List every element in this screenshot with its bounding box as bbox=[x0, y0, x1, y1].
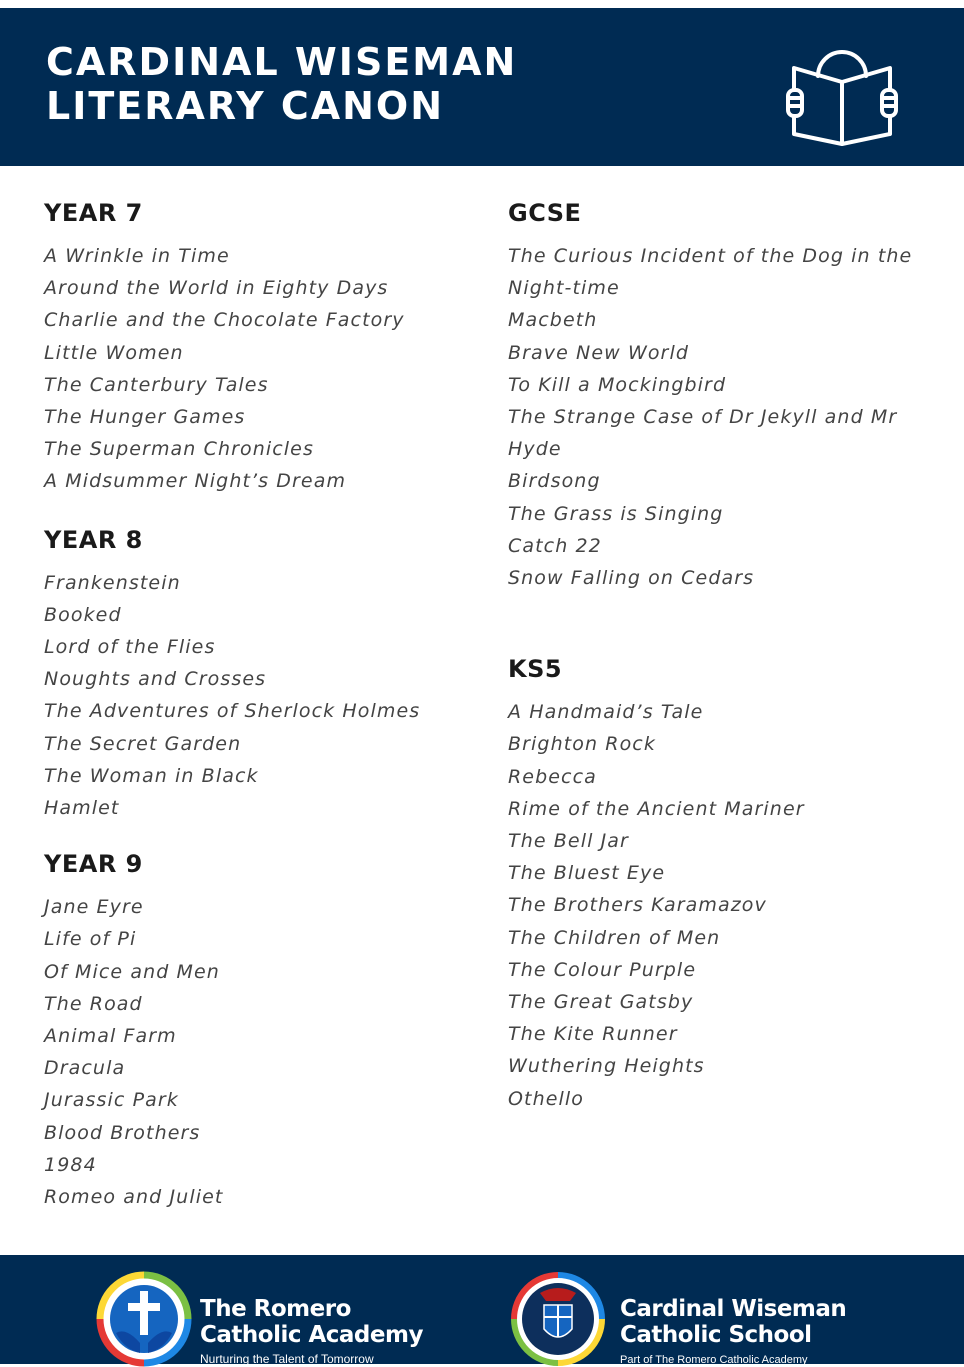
list-item: The Canterbury Tales bbox=[44, 373, 269, 396]
list-item: Rebecca bbox=[508, 765, 597, 788]
spacer bbox=[44, 498, 464, 523]
book-list-year7 bbox=[44, 240, 464, 498]
list-item: Jurassic Park bbox=[44, 1089, 179, 1112]
list-item: Around the World in Eighty Days bbox=[44, 277, 389, 300]
list-item: Wuthering Heights bbox=[508, 1055, 705, 1078]
list-item: The Great Gatsby bbox=[508, 991, 694, 1014]
list-item: The Brothers Karamazov bbox=[508, 894, 767, 917]
list-item: The Bell Jar bbox=[508, 830, 629, 853]
list-item: The Road bbox=[44, 992, 143, 1015]
page-title: CARDINAL WISEMAN LITERARY CANON bbox=[46, 40, 518, 128]
open-book-reader-icon bbox=[786, 38, 898, 148]
romero-academy-logo bbox=[96, 1271, 192, 1367]
section-title-year7: YEAR 7 bbox=[44, 199, 143, 227]
list-item: The Colour Purple bbox=[508, 958, 697, 981]
list-item: Brave New World bbox=[508, 341, 690, 364]
section-title-year8: YEAR 8 bbox=[44, 525, 143, 554]
spacer bbox=[508, 594, 948, 652]
list-item: The Children of Men bbox=[508, 926, 721, 949]
book-list-ks5 bbox=[508, 696, 948, 1115]
list-item: Noughts and Crosses bbox=[44, 668, 267, 691]
section-title-gcse: GCSE bbox=[508, 199, 582, 227]
list-item: The Grass is Singing bbox=[508, 502, 724, 525]
list-item: Life of Pi bbox=[44, 928, 137, 951]
list-item: The Adventures of Sherlock Holmes bbox=[44, 700, 421, 723]
list-item: A Wrinkle in Time bbox=[44, 245, 230, 267]
list-item: The Curious Incident of the Dog in the Night-time bbox=[508, 245, 913, 300]
list-item: The Woman in Black bbox=[44, 764, 259, 787]
list-item: The Strange Case of Dr Jekyll and Mr Hyde bbox=[508, 406, 898, 461]
list-item: Charlie and the Chocolate Factory bbox=[44, 309, 405, 332]
list-item: Little Women bbox=[44, 341, 184, 364]
section-title-ks5: KS5 bbox=[508, 655, 563, 684]
spacer bbox=[44, 824, 464, 847]
list-item: A Handmaid’s Tale bbox=[508, 701, 704, 724]
list-item: Blood Brothers bbox=[44, 1121, 201, 1144]
list-item: Hamlet bbox=[44, 797, 120, 820]
list-item: The Hunger Games bbox=[44, 406, 246, 429]
romero-line-1: The Romero bbox=[200, 1296, 351, 1322]
book-list-year8 bbox=[44, 567, 464, 825]
list-item: The Superman Chronicles bbox=[44, 438, 314, 461]
cardinal-wiseman-crest-logo bbox=[510, 1271, 606, 1367]
top-border bbox=[0, 0, 964, 8]
list-item: Romeo and Juliet bbox=[44, 1186, 224, 1209]
book-list-year9 bbox=[44, 891, 464, 1213]
list-item: Booked bbox=[44, 603, 122, 626]
list-item: Catch 22 bbox=[508, 534, 602, 557]
right-column bbox=[508, 196, 948, 1115]
page-header bbox=[0, 8, 964, 166]
cardinal-tagline: Part of The Romero Catholic Academy bbox=[620, 1354, 808, 1366]
cardinal-wiseman-name bbox=[620, 1296, 846, 1348]
cardinal-line-1: Cardinal Wiseman bbox=[620, 1296, 847, 1322]
book-list-gcse bbox=[508, 240, 948, 594]
page-footer bbox=[0, 1255, 964, 1364]
list-item: Animal Farm bbox=[44, 1025, 177, 1048]
list-item: Birdsong bbox=[508, 470, 601, 493]
list-item: The Secret Garden bbox=[44, 732, 242, 755]
list-item: Jane Eyre bbox=[44, 896, 144, 919]
list-item: Dracula bbox=[44, 1057, 126, 1080]
list-item: The Kite Runner bbox=[508, 1023, 678, 1046]
list-item: Brighton Rock bbox=[508, 733, 656, 756]
left-column bbox=[44, 196, 464, 1213]
list-item: A Midsummer Night’s Dream bbox=[44, 470, 347, 493]
romero-academy-name bbox=[200, 1296, 423, 1348]
list-item: Macbeth bbox=[508, 309, 598, 332]
cardinal-line-2: Catholic School bbox=[620, 1322, 812, 1348]
list-item: Snow Falling on Cedars bbox=[508, 567, 755, 590]
list-item: Othello bbox=[508, 1087, 585, 1110]
list-item: The Bluest Eye bbox=[508, 862, 666, 885]
romero-tagline: Nurturing the Talent of Tomorrow bbox=[200, 1352, 374, 1366]
list-item: Of Mice and Men bbox=[44, 960, 220, 983]
list-item: Rime of the Ancient Mariner bbox=[508, 797, 805, 820]
section-title-year9: YEAR 9 bbox=[44, 850, 143, 879]
list-item: 1984 bbox=[44, 1153, 97, 1176]
list-item: To Kill a Mockingbird bbox=[508, 373, 727, 396]
romero-line-2: Catholic Academy bbox=[200, 1322, 423, 1348]
list-item: Frankenstein bbox=[44, 571, 181, 594]
list-item: Lord of the Flies bbox=[44, 636, 216, 659]
